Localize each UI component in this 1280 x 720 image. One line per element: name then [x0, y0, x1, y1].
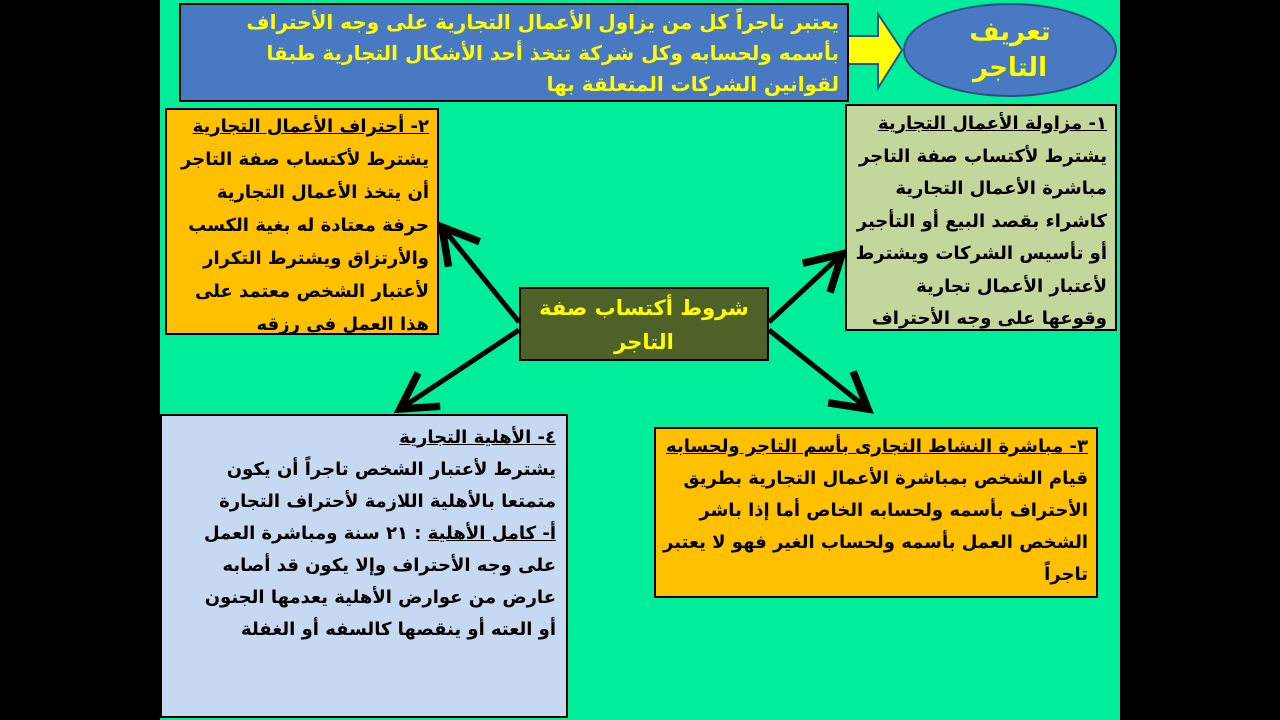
condition4-line	[166, 518, 556, 550]
condition4-line: يشترط لأعتبار الشخص تاجراً أن يكون	[226, 459, 556, 480]
arrow-to-condition2	[442, 227, 519, 322]
condition3-box	[654, 427, 1098, 598]
condition2-box	[165, 108, 439, 335]
condition4-subheading-rest: : ٢١ سنة ومباشرة العمل	[204, 523, 428, 544]
title-oval	[903, 3, 1117, 97]
condition4-line: أو العته أو ينقصها كالسفه أو الغفلة	[241, 619, 556, 640]
center-line: التاجر	[614, 330, 674, 354]
condition3-line: الأحتراف بأسمه ولحسابه الخاص أما إذا باشر	[699, 500, 1088, 521]
definition-box	[179, 3, 849, 102]
condition4-subheading: أ- كامل الأهلية	[427, 523, 556, 544]
condition1-line: وقوعها على وجه الأحتراف	[871, 308, 1107, 329]
definition-line: يعتبر تاجراً كل من يزاول الأعمال التجارية على وجه الأحتراف	[246, 10, 839, 34]
definition-line: لقوانين الشركات المتعلقة بها	[546, 72, 839, 96]
condition1-line: مباشرة الأعمال التجارية	[895, 178, 1107, 199]
condition2-line: حرفة معتادة له بغية الكسب	[188, 215, 429, 236]
condition2-line: لأعتبار الشخص معتمد على	[194, 281, 429, 302]
slide	[160, 0, 1120, 720]
arrow-to-condition1	[769, 254, 842, 322]
condition1-heading: ١- مزاولة الأعمال التجارية	[877, 113, 1107, 134]
condition1-box	[845, 104, 1117, 331]
condition3-line: قيام الشخص بمباشرة الأعمال التجارية بطريق	[683, 468, 1088, 489]
condition1-line: لأعتبار الأعمال تجارية	[916, 275, 1107, 297]
pointer-arrow	[848, 14, 902, 88]
condition1-line: أو تأسيس الشركات ويشترط	[855, 243, 1107, 264]
center-line: شروط أكتساب صفة	[539, 296, 749, 320]
condition2-line: والأرتزاق ويشترط التكرار	[203, 248, 429, 269]
condition4-line: على وجه الأحتراف وإلا يكون قد أصابه	[222, 555, 556, 576]
condition1-line: كاشراء بقصد البيع أو التأجير	[856, 210, 1107, 232]
center-box	[519, 287, 769, 361]
condition4-heading: ٤- الأهلية التجارية	[399, 427, 556, 448]
condition4-box	[160, 414, 568, 718]
title-line: تعريف	[969, 17, 1051, 47]
condition4-line: عارض من عوارض الأهلية يعدمها الجنون	[204, 587, 556, 608]
arrow-to-condition4	[400, 330, 519, 409]
condition3-line: الشخص العمل بأسمه ولحساب الغير فهو لا يعتبر	[663, 532, 1088, 553]
condition4-line: متمتعا بالأهلية اللازمة لأحتراف التجارة	[219, 491, 556, 512]
condition1-line: يشترط لأكتساب صفة التاجر	[859, 145, 1107, 167]
condition2-heading: ٢- أحتراف الأعمال التجارية	[192, 116, 429, 137]
title-line: التاجر	[973, 53, 1047, 83]
condition2-line: أن يتخذ الأعمال التجارية	[216, 182, 429, 203]
condition3-heading: ٣- مباشرة النشاط التجارى بأسم التاجر ولحسابه	[666, 436, 1088, 457]
definition-line: بأسمه ولحسابه وكل شركة تتخذ أحد الأشكال التجارية طبقا	[266, 41, 839, 65]
arrow-to-condition3	[769, 330, 868, 409]
condition2-line: يشترط لأكتساب صفة التاجر	[181, 149, 429, 170]
condition3-line: تاجراً	[1044, 564, 1088, 585]
condition2-line: هذا العمل فى رزقه	[256, 314, 429, 335]
